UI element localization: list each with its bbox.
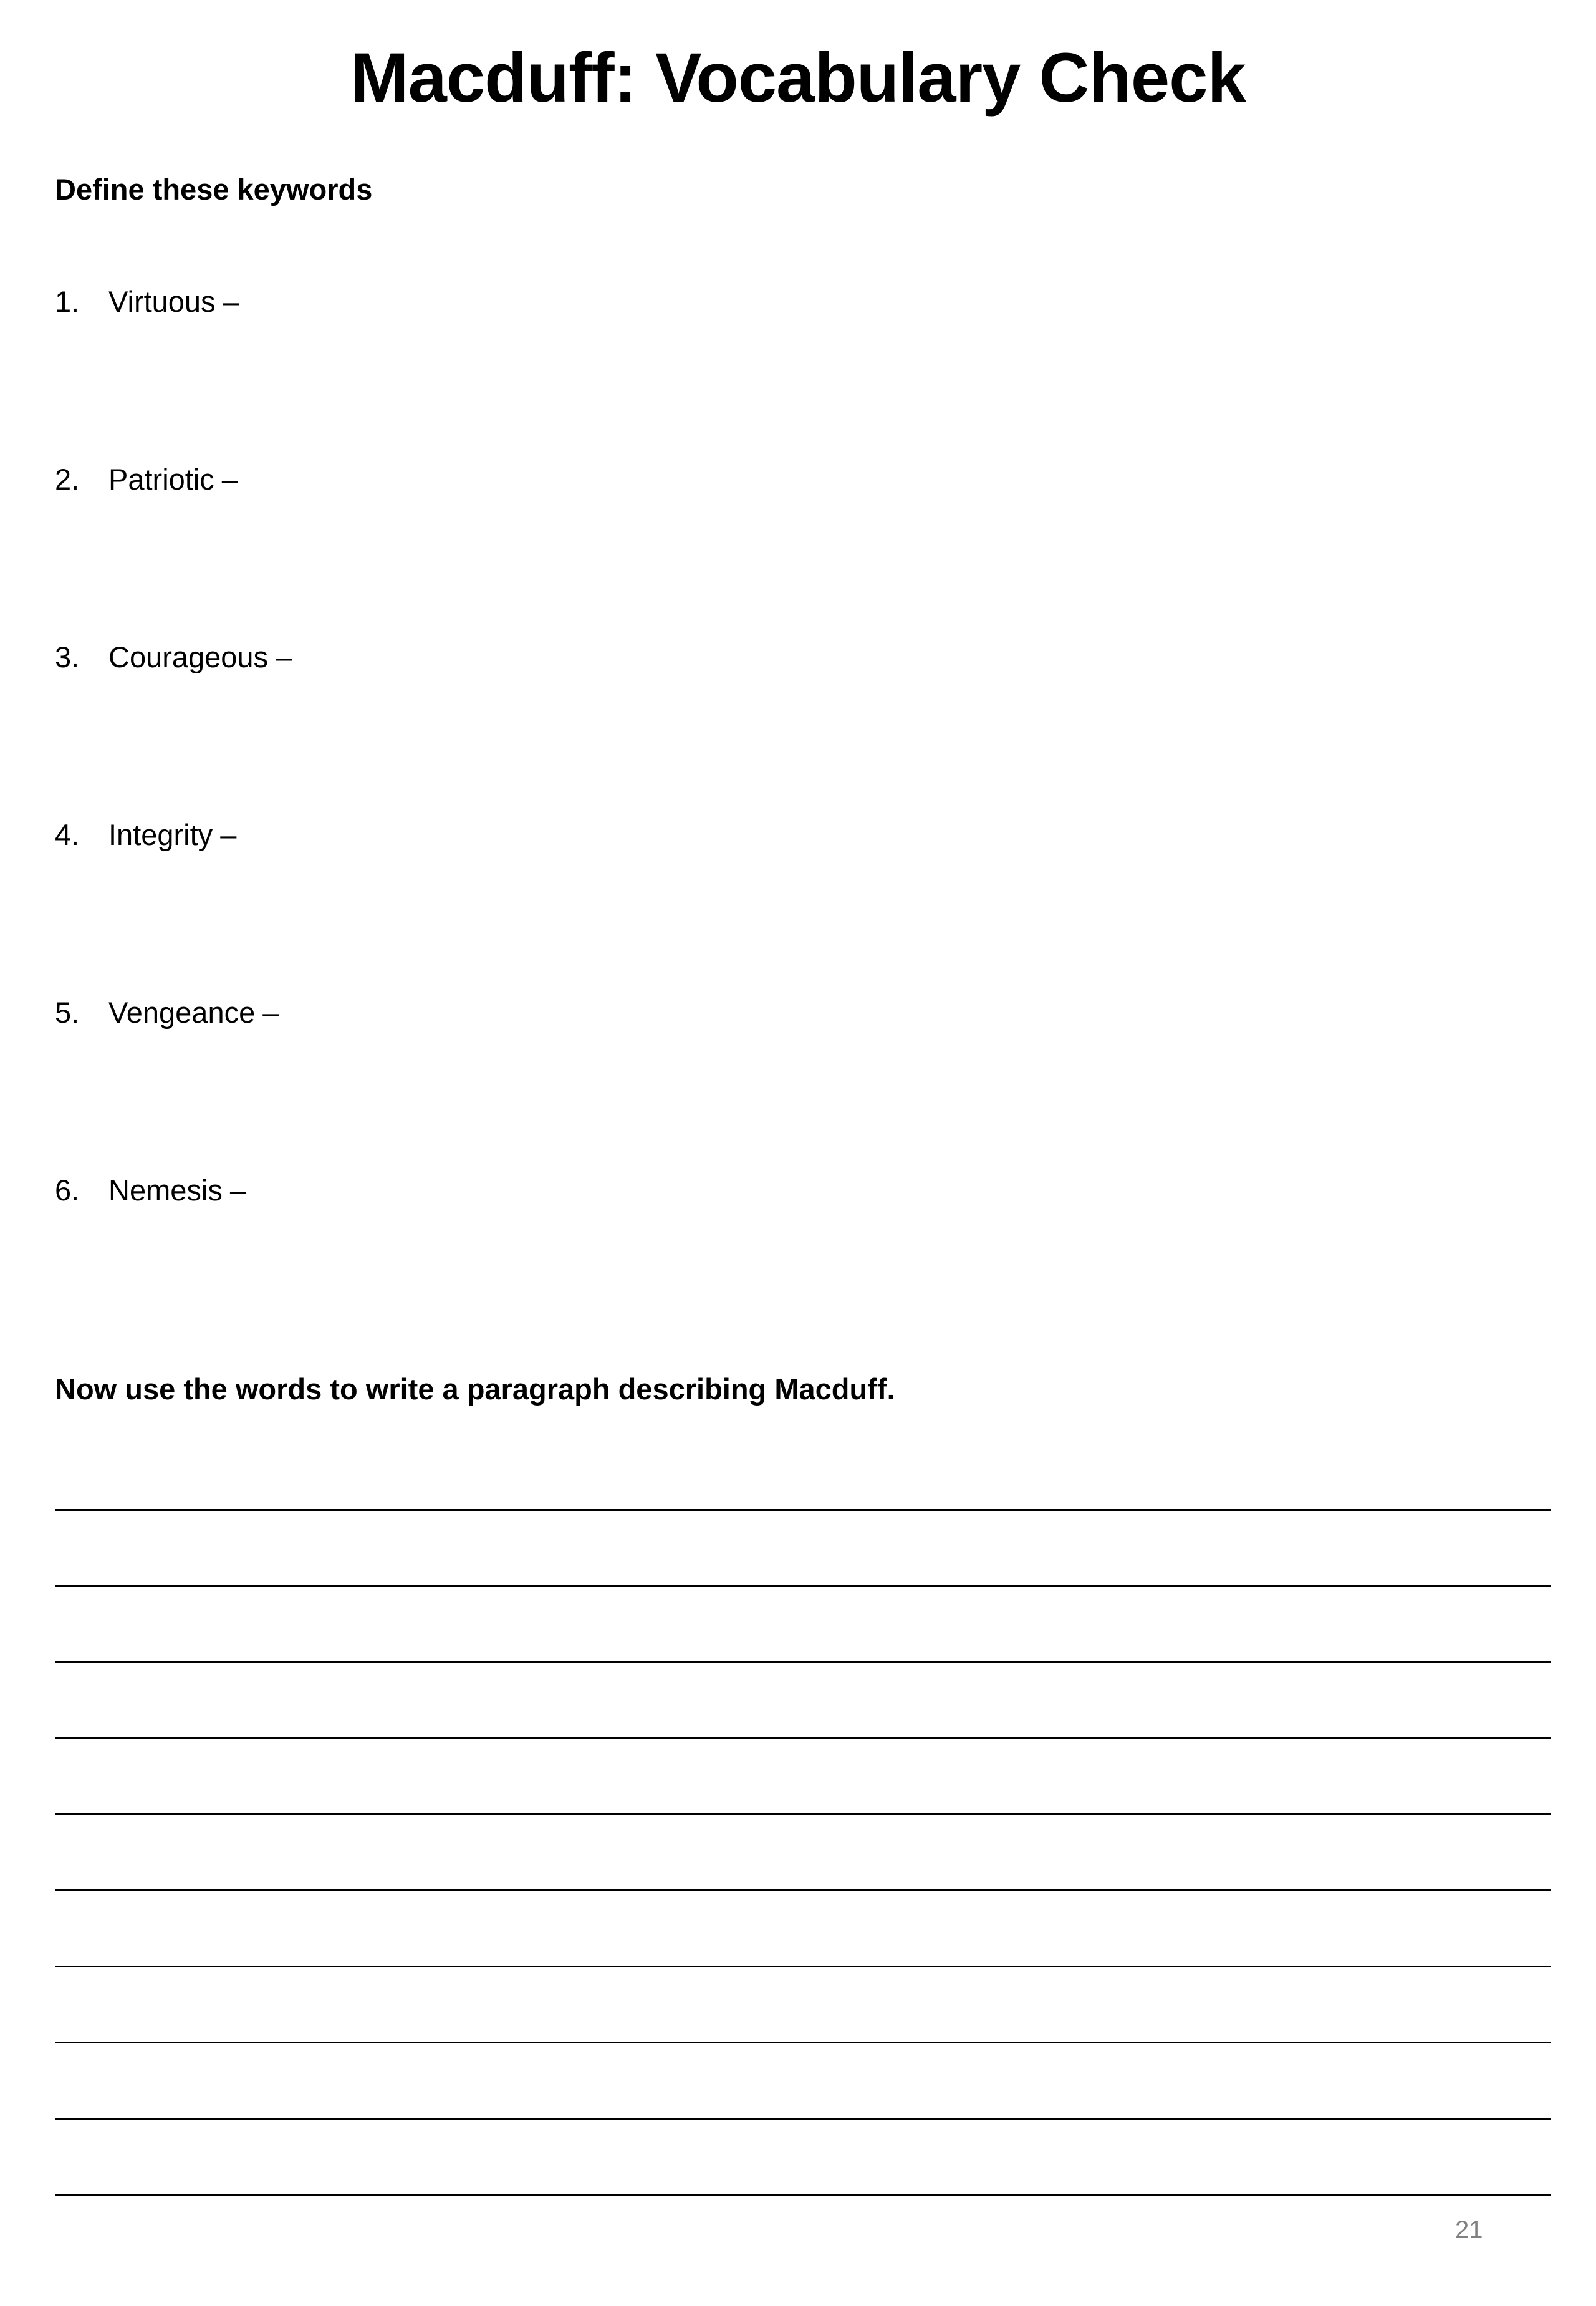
page-number: 21 xyxy=(1455,2216,1483,2244)
writing-line xyxy=(55,2118,1551,2120)
writing-line xyxy=(55,2194,1551,2196)
keyword-item-virtuous xyxy=(55,284,239,322)
keyword-word: Integrity xyxy=(108,818,213,851)
keyword-dash: – xyxy=(276,640,292,673)
page-title: Macduff: Vocabulary Check xyxy=(350,39,1246,117)
writing-line xyxy=(55,1585,1551,1587)
keyword-word: Patriotic xyxy=(108,463,214,496)
keyword-number: 2. xyxy=(55,463,80,496)
writing-line xyxy=(55,1509,1551,1511)
define-instruction: Define these keywords xyxy=(55,173,373,206)
writing-line xyxy=(55,1889,1551,1891)
keyword-item-patriotic xyxy=(55,462,238,499)
keyword-dash: – xyxy=(221,463,238,496)
keyword-word: Vengeance xyxy=(108,996,256,1029)
paragraph-instruction: Now use the words to write a paragraph describing Macduff. xyxy=(55,1373,895,1406)
keyword-item-courageous xyxy=(55,640,292,677)
keyword-item-vengeance xyxy=(55,995,279,1033)
keyword-dash: – xyxy=(223,285,239,318)
writing-line xyxy=(55,1737,1551,1739)
writing-line xyxy=(55,2042,1551,2043)
keyword-dash: – xyxy=(229,1174,246,1207)
keyword-word: Courageous xyxy=(108,640,269,673)
keyword-dash: – xyxy=(220,818,237,851)
keyword-number: 5. xyxy=(55,996,80,1029)
keyword-number: 4. xyxy=(55,818,80,851)
keyword-dash: – xyxy=(262,996,279,1029)
writing-line xyxy=(55,1661,1551,1663)
keyword-number: 3. xyxy=(55,640,80,673)
keyword-number: 1. xyxy=(55,285,80,318)
keyword-number: 6. xyxy=(55,1174,80,1207)
keyword-word: Nemesis xyxy=(108,1174,223,1207)
keyword-item-integrity xyxy=(55,818,236,855)
writing-line xyxy=(55,1813,1551,1815)
writing-line xyxy=(55,1966,1551,1967)
keyword-item-nemesis xyxy=(55,1173,246,1210)
keyword-word: Virtuous xyxy=(108,285,216,318)
